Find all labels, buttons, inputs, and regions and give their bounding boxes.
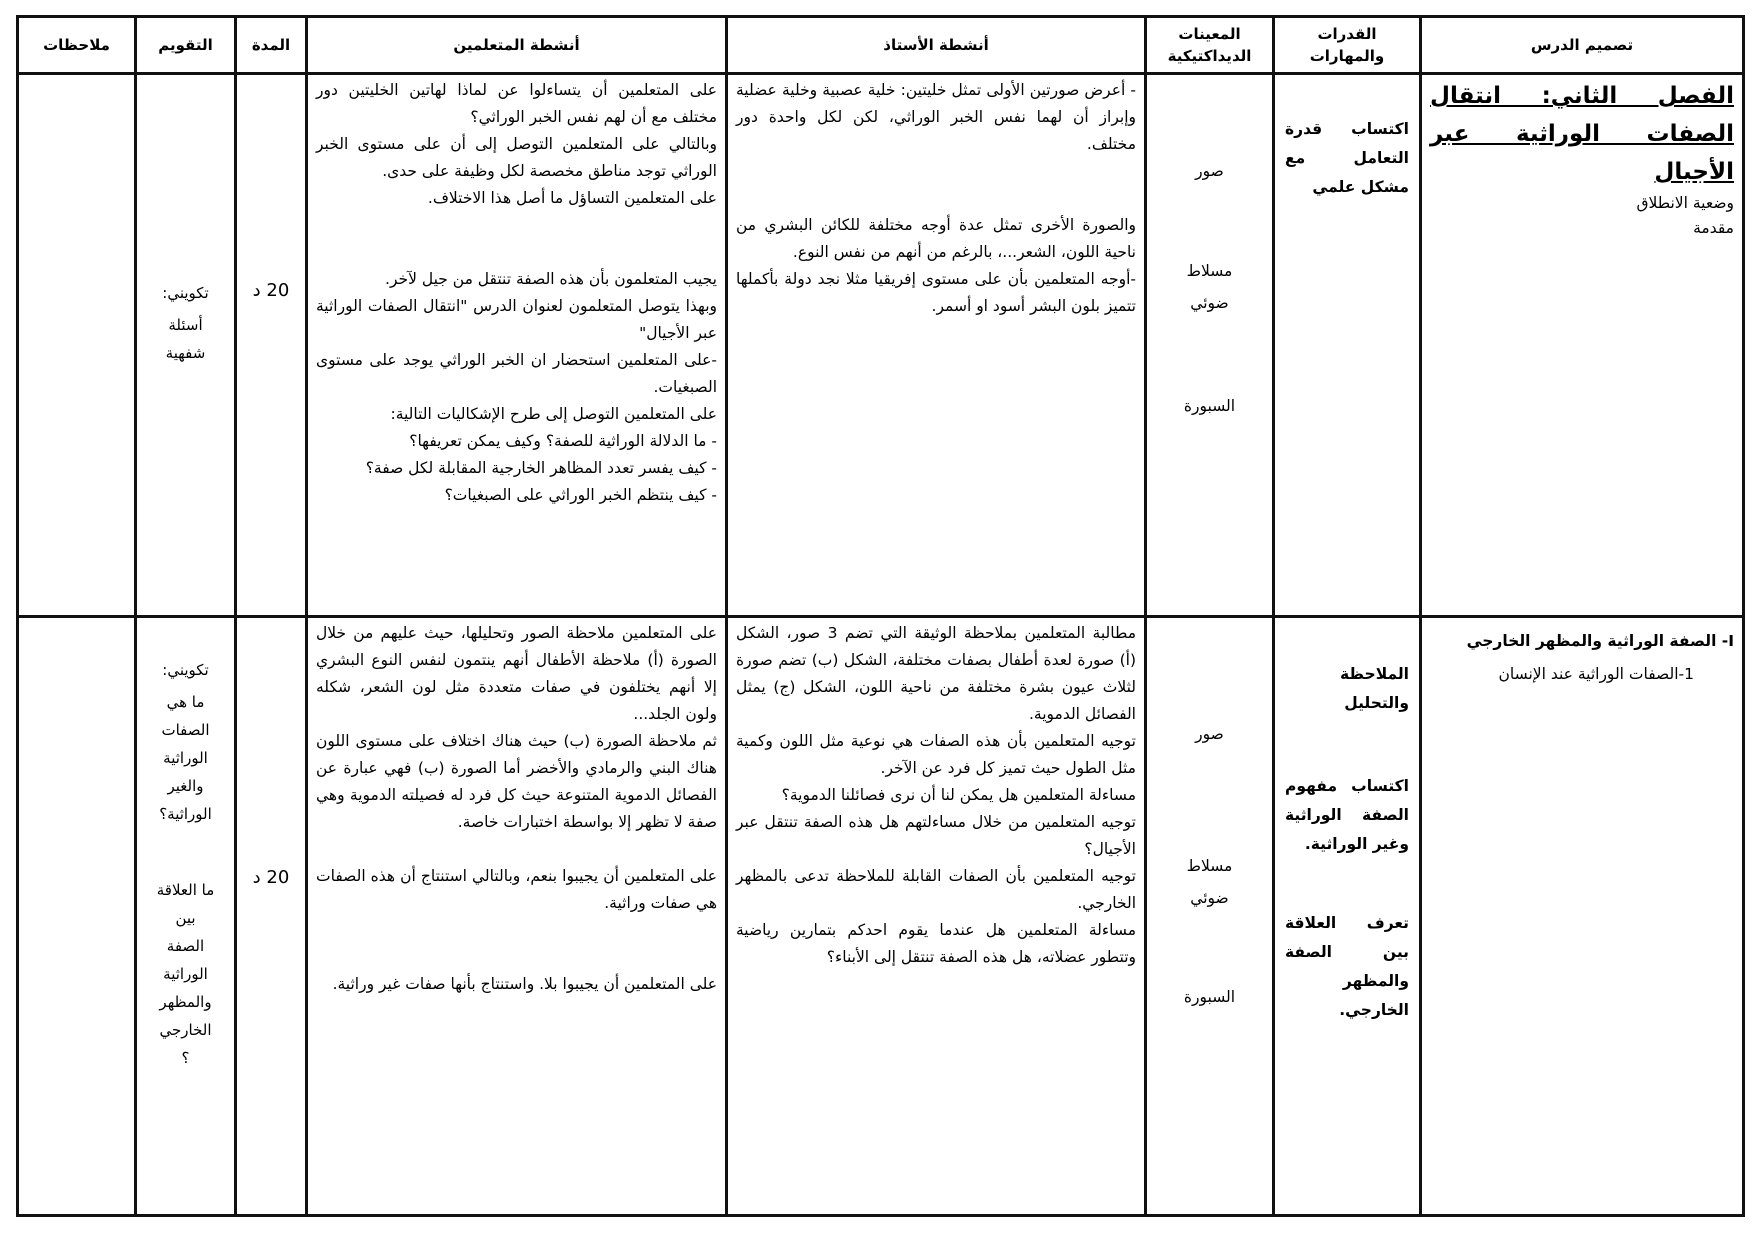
student-paragraph: ثم ملاحظة الصورة (ب) حيث هناك اختلاف على مستوى اللون هناك البني والرمادي والأخضر أما الصورة (ب) فهي عبارة عن الفصائل الدموية المتنوعة حيث كل فرد له فصيلته الدموية وهي صفة لا تظهر إلا بواسطة اختبارات خاصة. [316, 732, 717, 831]
student-paragraph: يجيب المتعلمون بأن هذه الصفة تنتقل من جيل لآخر. [385, 270, 717, 288]
student-paragraph: على المتعلمين التوصل إلى طرح الإشكاليات التالية: [390, 405, 717, 423]
design-block [1422, 618, 1742, 687]
evaluation-paragraph: تكويني: [162, 661, 209, 679]
teacher-paragraph: - أعرض صورتين الأولى تمثل خليتين: خلية عصبية وخلية عضلية وإبراز أن لهما نفس الخبر الوراثي، لكن لكل واحدة دور مختلف. [736, 81, 1136, 153]
cell-evaluation [134, 75, 234, 618]
abilitie-paragraph: تعرف العلاقة بين الصفة والمظهر الخارجي. [1285, 914, 1409, 1019]
teacher-paragraph: مطالبة المتعلمين بملاحظة الوثيقة التي تضم 3 صور، الشكل (أ) صورة لعدة أطفال بصفات مختلفة، الشكل (ب) تضم صورة لثلاث عيون بشرة مختلفة من ناحية اللون، الشكل (ج) يمثل الفصائل الدموية. [736, 624, 1137, 723]
lesson-plan-table [16, 15, 1745, 1217]
lesson-section-item: 1-الصفات الوراثية عند الإنسان [1498, 665, 1694, 683]
students-list [308, 75, 725, 509]
aid-item: صور [1195, 162, 1224, 180]
teacher-paragraph: توجيه المتعلمين بأن الصفات القابلة للملاحظة تدعى بالمظهر الخارجي. [736, 867, 1136, 912]
cell-duration [234, 618, 305, 1214]
evaluation-list [137, 656, 234, 1072]
teacher-paragraph: توجيه المتعلمين من خلال مساءلتهم هل هذه الصفة تنتقل عبر الأجيال؟ [736, 813, 1136, 858]
student-paragraph: على المتعلمين ملاحظة الصور وتحليلها، حيث عليهم من خلال الصورة (أ) ملاحظة الأطفال أنهم ينتمون لنفس النوع البشري إلا أنهم يختلفون في صفات متعددة مثل لون الشعر، شكله ولون الجلد... [316, 624, 717, 723]
student-paragraph: - ما الدلالة الوراثية للصفة؟ وكيف يمكن تعريفها؟ [409, 432, 717, 450]
design-block [1422, 75, 1742, 241]
evaluation-paragraph: تكويني: [162, 284, 209, 302]
teacher-list [728, 618, 1144, 971]
aid-item: مسلاط ضوئي [1186, 262, 1233, 312]
cell-abilities [1272, 618, 1419, 1214]
teacher-paragraph: والصورة الأخرى تمثل عدة أوجه مختلفة للكائن البشري من ناحية اللون، الشعر...، بالرغم من أنهم من نفس النوع. [736, 216, 1136, 261]
teacher-paragraph: -أوجه المتعلمين بأن على مستوى إفريقيا مثلا نجد دولة بأكملها تتميز بلون البشر أسود او أسمر. [736, 270, 1136, 315]
notes-value [19, 75, 134, 77]
evaluation-paragraph: ما هي الصفات الوراثية والغير الوراثية؟ [159, 693, 212, 823]
lesson-section-item: وضعية الانطلاق [1636, 194, 1734, 212]
student-paragraph: -على المتعلمين استحضار ان الخبر الوراثي يوجد على مستوى الصبغيات. [316, 351, 717, 396]
header-teacher: أنشطة الأستاذ [725, 18, 1144, 75]
students-list [308, 618, 725, 998]
cell-teacher [725, 618, 1144, 1214]
lesson-section-title: الفصل الثاني: انتقال الصفات الوراثية عبر الأجيال [1430, 83, 1734, 185]
lesson-section-title: I- الصفة الوراثية والمظهر الخارجي [1466, 632, 1734, 650]
abilities-list [1275, 115, 1419, 202]
evaluation-paragraph: أسئلة شفهية [165, 316, 206, 362]
aid-item: مسلاط ضوئي [1186, 857, 1233, 907]
student-paragraph: على المتعلمين أن يجيبوا بلا. واستنتاج بأنها صفات غير وراثية. [332, 975, 717, 993]
teacher-list [728, 75, 1144, 320]
student-paragraph: وبهذا يتوصل المتعلمون لعنوان الدرس "انتقال الصفات الوراثية عبر الأجيال" [316, 297, 717, 342]
aid-item: صور [1195, 725, 1224, 743]
abilitie-paragraph: اكتساب مفهوم الصفة الوراثية وغير الوراثية. [1285, 777, 1409, 853]
cell-duration [234, 75, 305, 618]
duration-value: 20 د [252, 867, 290, 888]
cell-evaluation [134, 618, 234, 1214]
aid-item: السبورة [1183, 397, 1236, 415]
student-paragraph: على المتعلمين أن يجيبوا بنعم، وبالتالي استنتاج أن هذه الصفات هي صفات وراثية. [316, 867, 717, 912]
cell-design [1419, 618, 1742, 1214]
header-design: تصميم الدرس [1419, 18, 1742, 75]
cell-aids [1144, 618, 1272, 1214]
cell-aids [1144, 75, 1272, 618]
duration-value: 20 د [252, 280, 290, 301]
header-notes: ملاحظات [19, 18, 134, 75]
abilitie-paragraph: الملاحظة والتحليل [1340, 665, 1409, 712]
cell-abilities [1272, 75, 1419, 618]
header-abilities: القدرات والمهارات [1272, 18, 1419, 75]
student-paragraph: على المتعلمين التساؤل ما أصل هذا الاختلاف. [427, 189, 717, 207]
cell-students [305, 618, 725, 1214]
teacher-paragraph: مساءلة المتعلمين هل يمكن لنا أن نرى فصائلنا الدموية؟ [781, 786, 1136, 804]
cell-teacher [725, 75, 1144, 618]
teacher-paragraph: توجيه المتعلمين بأن هذه الصفات هي نوعية مثل اللون وكمية مثل الطول حيث تميز كل فرد عن الآخر. [736, 732, 1136, 777]
header-students: أنشطة المتعلمين [305, 18, 725, 75]
cell-students [305, 75, 725, 618]
header-evaluation: التقويم [134, 18, 234, 75]
header-aids: المعينات الديداكتيكية [1144, 18, 1272, 75]
header-duration: المدة [234, 18, 305, 75]
teacher-paragraph: مساءلة المتعلمين هل عندما يقوم احدكم بتمارين رياضية وتتطور عضلاته، هل هذه الصفة تنتقل إلى الأبناء؟ [736, 921, 1136, 966]
cell-design [1419, 75, 1742, 618]
evaluation-paragraph: ما العلاقة بين الصفة الوراثية والمظهر الخارجي ؟ [156, 881, 215, 1067]
evaluation-list [137, 279, 234, 367]
student-paragraph: - كيف يفسر تعدد المظاهر الخارجية المقابلة لكل صفة؟ [365, 459, 717, 477]
lesson-section-item: مقدمة [1693, 219, 1734, 237]
student-paragraph: وبالتالي على المتعلمين التوصل إلى أن على مستوى الخبر الوراثي توجد مناطق مخصصة لكل وظيفة على حدى. [316, 135, 717, 180]
abilities-list [1275, 660, 1419, 1025]
abilitie-paragraph: اكتساب قدرة التعامل مع مشكل علمي [1285, 120, 1409, 196]
aid-item: السبورة [1183, 988, 1236, 1006]
cell-notes [19, 75, 134, 618]
notes-value [19, 618, 134, 620]
cell-notes [19, 618, 134, 1214]
student-paragraph: على المتعلمين أن يتساءلوا عن لماذا لهاتين الخليتين دور مختلف مع أن لهم نفس الخبر الوراثي؟ [316, 81, 717, 126]
student-paragraph: - كيف ينتظم الخبر الوراثي على الصبغيات؟ [444, 486, 717, 504]
